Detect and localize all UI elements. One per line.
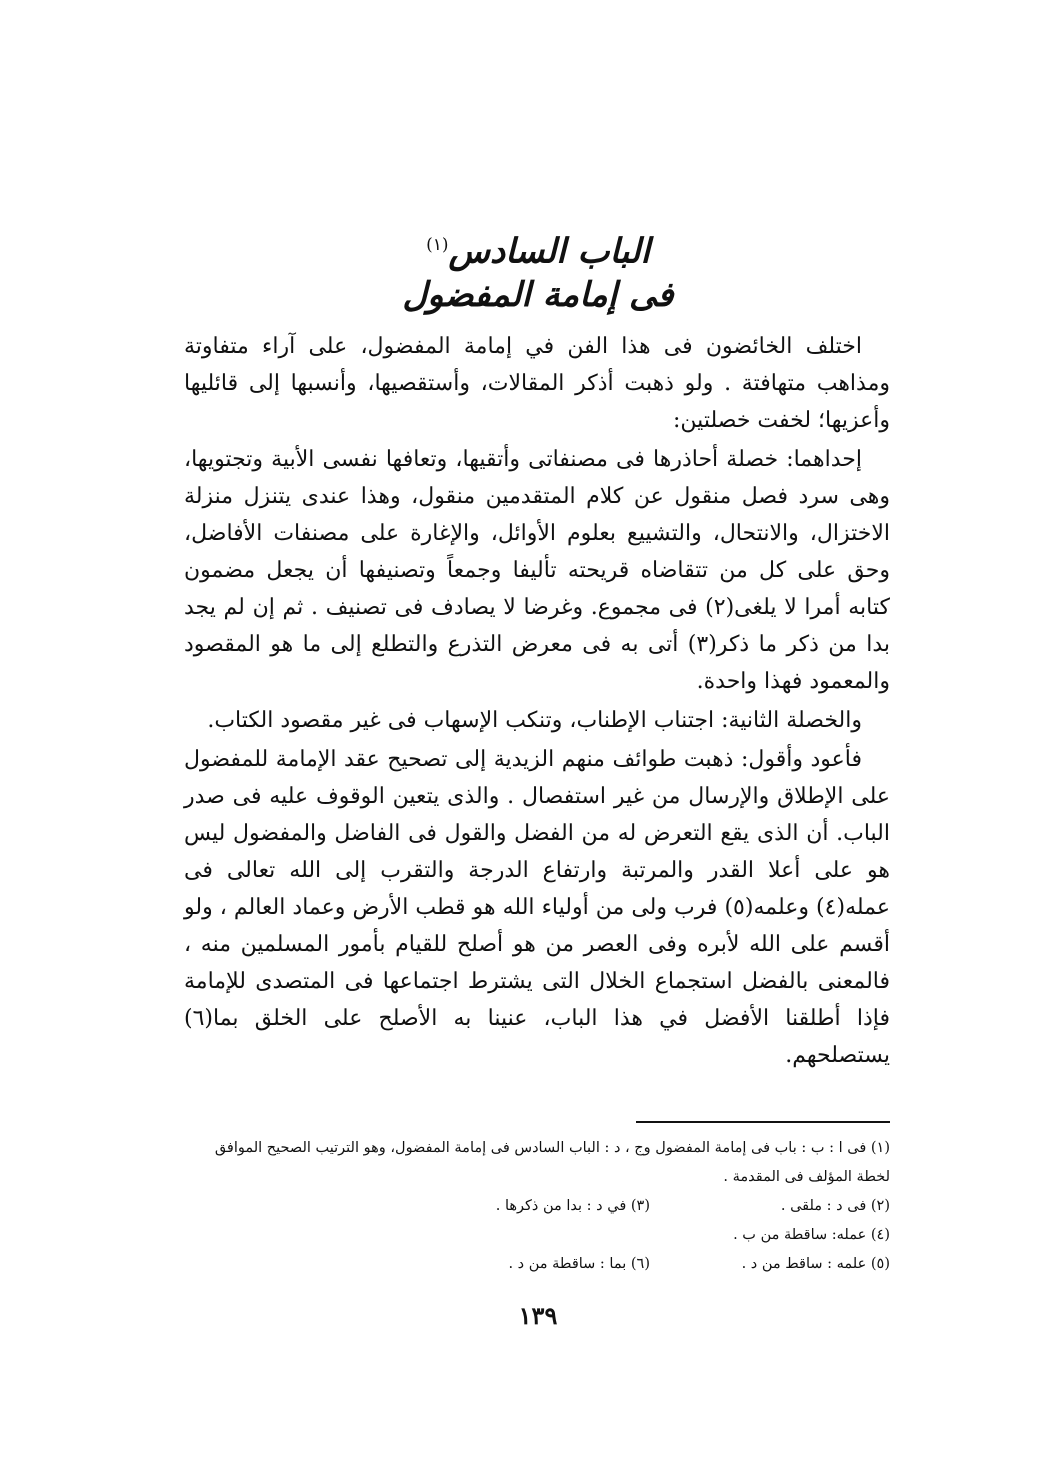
footnote-1-line-2: لخطة المؤلف فى المقدمة .: [723, 1169, 890, 1185]
paragraph: إحداهما: خصلة أحاذرها فى مصنفاتى وأتقيها، وتعافها نفسى الأبية وتجتويها، وهى سرد فصل منقول عن كلام المتقدمين منقول، وهذا عندى يتنزل منزلة الاختزال، والانتحال، والتشييع بعلوم الأوائل، والإغارة على مصنفات الأفاضل، وحق على كل من تتقاضاه قريحته تأليفا وجمعاً وتصنيفها أن يجعل مضمون كتابه أمرا لا يلغى(٢) فى مجموع. وغرضا لا يصادف فى تصنيف . ثم إن لم يجد بدا من ذكر ما ذكر(٣) أتى به فى معرض التذرع والتطلع إلى ما هو المقصود والمعمود فهذا واحدة.: [184, 447, 890, 694]
footnote-4: (٤) عمله: ساقطة من ب .: [733, 1227, 890, 1243]
paragraph: فأعود وأقول: ذهبت طوائف منهم الزيدية إلى تصحيح عقد الإمامة للمفضول على الإطلاق والإرسال من غير استفصال . والذى يتعين الوقوف عليه فى صدر الباب. أن الذى يقع التعرض له من الفضل والقول فى الفاضل والمفضول ليس هو على أعلا القدر والمرتبة وارتفاع الدرجة والتقرب إلى الله تعالى فى عمله(٤) وعلمه(٥) فرب ولى من أولياء الله هو قطب الأرض وعماد العالم ، ولو أقسم على الله لأبره وفى العصر من هو أصلح للقيام بأمور المسلمين منه ، فالمعنى بالفضل استجماع الخلال التى يشترط اجتماعها فى المتصدى للإمامة فإذا أطلقنا الأفضل في هذا الباب، عنينا به الأصلح على الخلق بما(٦) يستصلحهم.: [184, 747, 891, 1068]
footnote-2: (٢) فى د : ملقى .: [780, 1198, 890, 1214]
footnote-row: [184, 1221, 890, 1250]
footnote-3: (٣) في د : بدا من ذكرها .: [495, 1198, 650, 1214]
footnote-5: (٥) علمه : ساقط من د .: [741, 1256, 890, 1272]
chapter-title: [188, 222, 888, 274]
footnote-divider: [636, 1121, 890, 1123]
body-text: [184, 328, 890, 1076]
footnote-row: [184, 1250, 890, 1279]
chapter-title-text: الباب السادس: [448, 231, 650, 272]
chapter-title-note-ref: (١): [426, 235, 449, 255]
footnote-6: (٦) بما : ساقطة من د .: [508, 1256, 650, 1272]
chapter-subtitle: فى إمامة المفضول: [402, 275, 674, 315]
page-number: ١٣٩: [518, 1301, 558, 1330]
footnotes: [184, 1134, 890, 1279]
footnote-row: [184, 1192, 890, 1221]
paragraph: اختلف الخائضون فى هذا الفن في إمامة المفضول، على آراء متفاوتة ومذاهب متهافتة . ولو ذهبت أذكر المقالات، وأستقصيها، وأنسبها إلى قائليها وأعزيها؛ لخفت خصلتين:: [184, 334, 890, 433]
paragraph: والخصلة الثانية: اجتناب الإطناب، وتنكب الإسهاب فى غير مقصود الكتاب.: [207, 708, 862, 733]
footnote-1-line-1: (١) فى ا : ب : باب فى إمامة المفضول وج ، د : الباب السادس فى إمامة المفضول، وهو الترتيب الصحيح الموافق: [214, 1140, 890, 1156]
